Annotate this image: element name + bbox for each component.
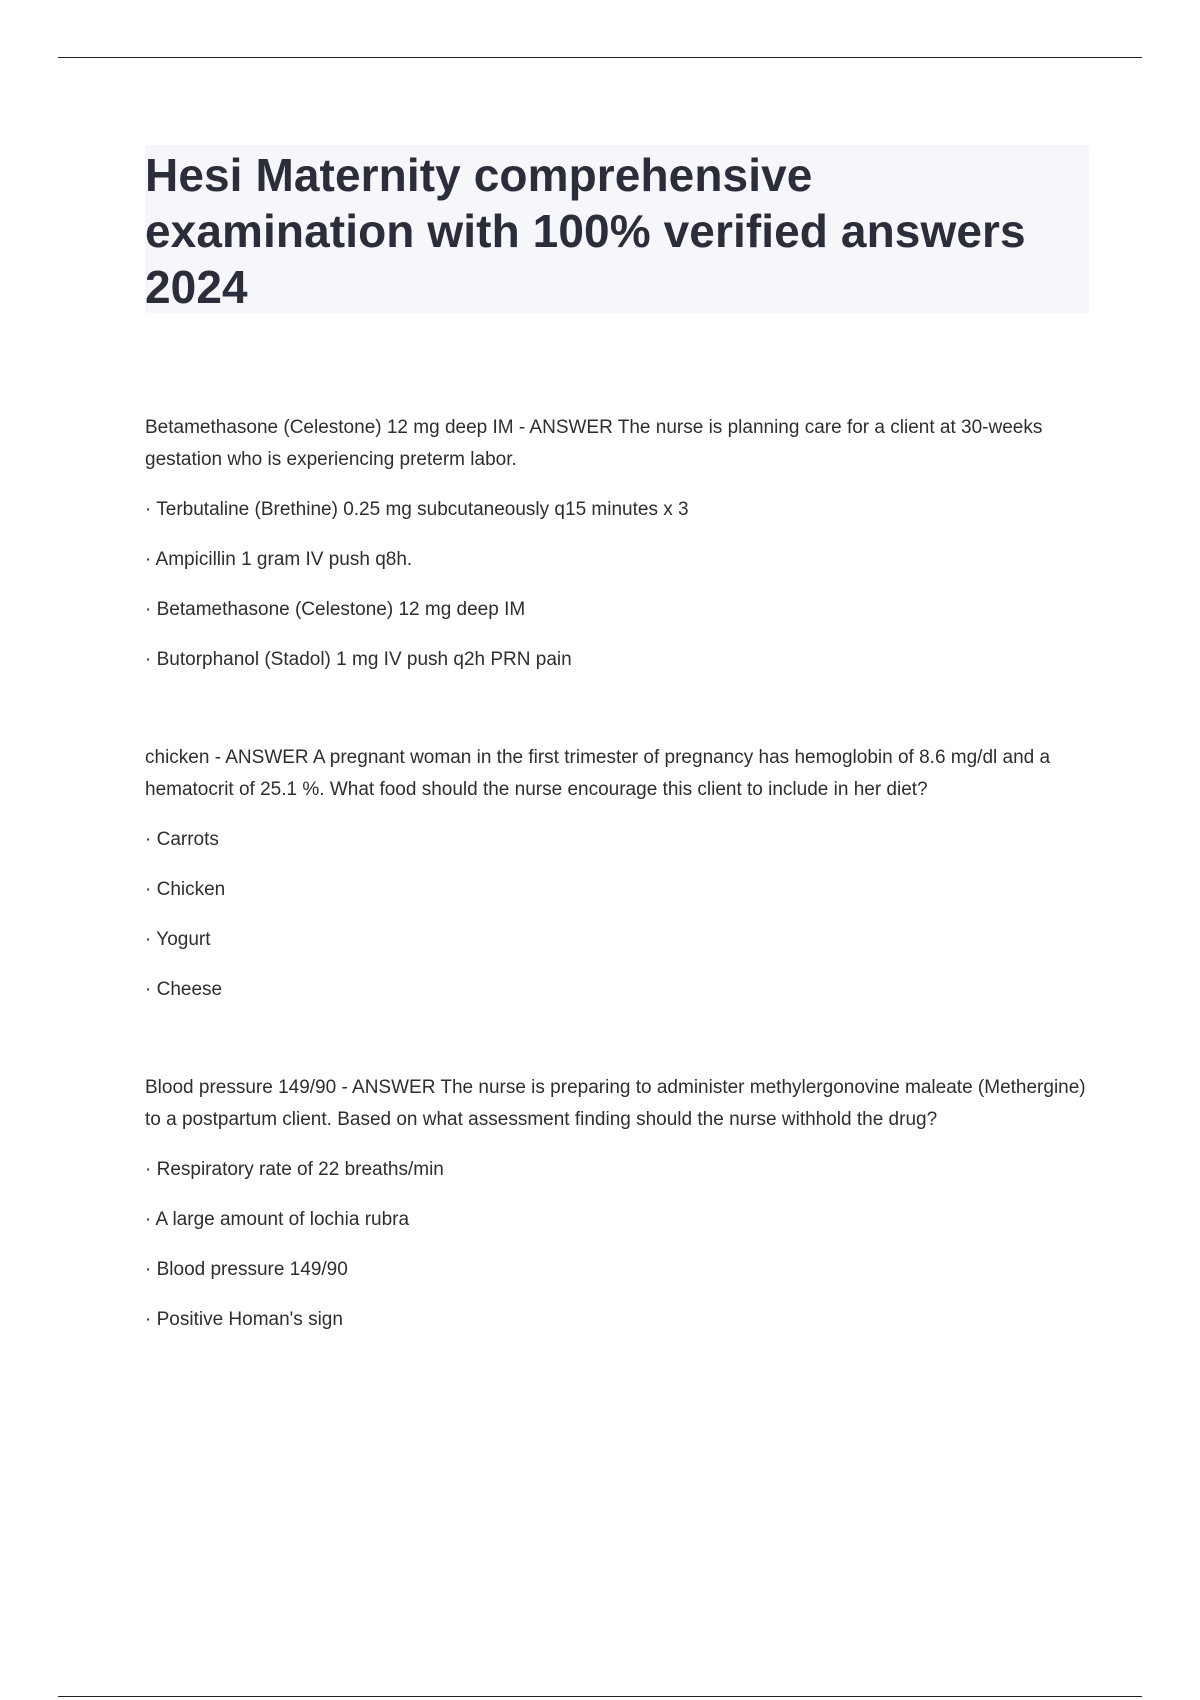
title-banner [145,145,1089,313]
top-divider [58,57,1142,58]
answer-option: · Betamethasone (Celestone) 12 mg deep IM [145,599,526,620]
answer-option: · Chicken [145,879,226,900]
question-block-3 [145,1072,1095,1336]
bottom-divider [58,1696,1142,1697]
answer-option: · Terbutaline (Brethine) 0.25 mg subcutaneously q15 minutes x 3 [145,499,689,520]
question-block-1 [145,412,1095,676]
answer-option: · A large amount of lochia rubra [145,1209,410,1230]
question-text: Blood pressure 149/90 - ANSWER The nurse is preparing to administer methylergonovine maleate (Methergine) to a postpartum client. Based on what assessment finding should the nurse withhold the drug? [145,1077,1086,1130]
document-title: Hesi Maternity comprehensive examination with 100% verified answers 2024 [145,149,1026,313]
answer-option: · Carrots [145,829,219,850]
answer-option: · Yogurt [145,929,211,950]
answer-option: · Butorphanol (Stadol) 1 mg IV push q2h PRN pain [145,649,572,670]
answer-option: · Blood pressure 149/90 [145,1259,348,1280]
question-block-2 [145,742,1095,1006]
answer-option: · Positive Homan's sign [145,1309,343,1330]
answer-option: · Cheese [145,979,223,1000]
answer-option: · Respiratory rate of 22 breaths/min [145,1159,444,1180]
question-text: Betamethasone (Celestone) 12 mg deep IM - ANSWER The nurse is planning care for a client at 30-weeks gestation who is experiencing preterm labor. [145,417,1043,470]
answer-option: · Ampicillin 1 gram IV push q8h. [145,549,413,570]
document-body [145,412,1095,1402]
question-text: chicken - ANSWER A pregnant woman in the first trimester of pregnancy has hemoglobin of 8.6 mg/dl and a hematocrit of 25.1 %. What food should the nurse encourage this client to include in her diet? [145,747,1051,800]
